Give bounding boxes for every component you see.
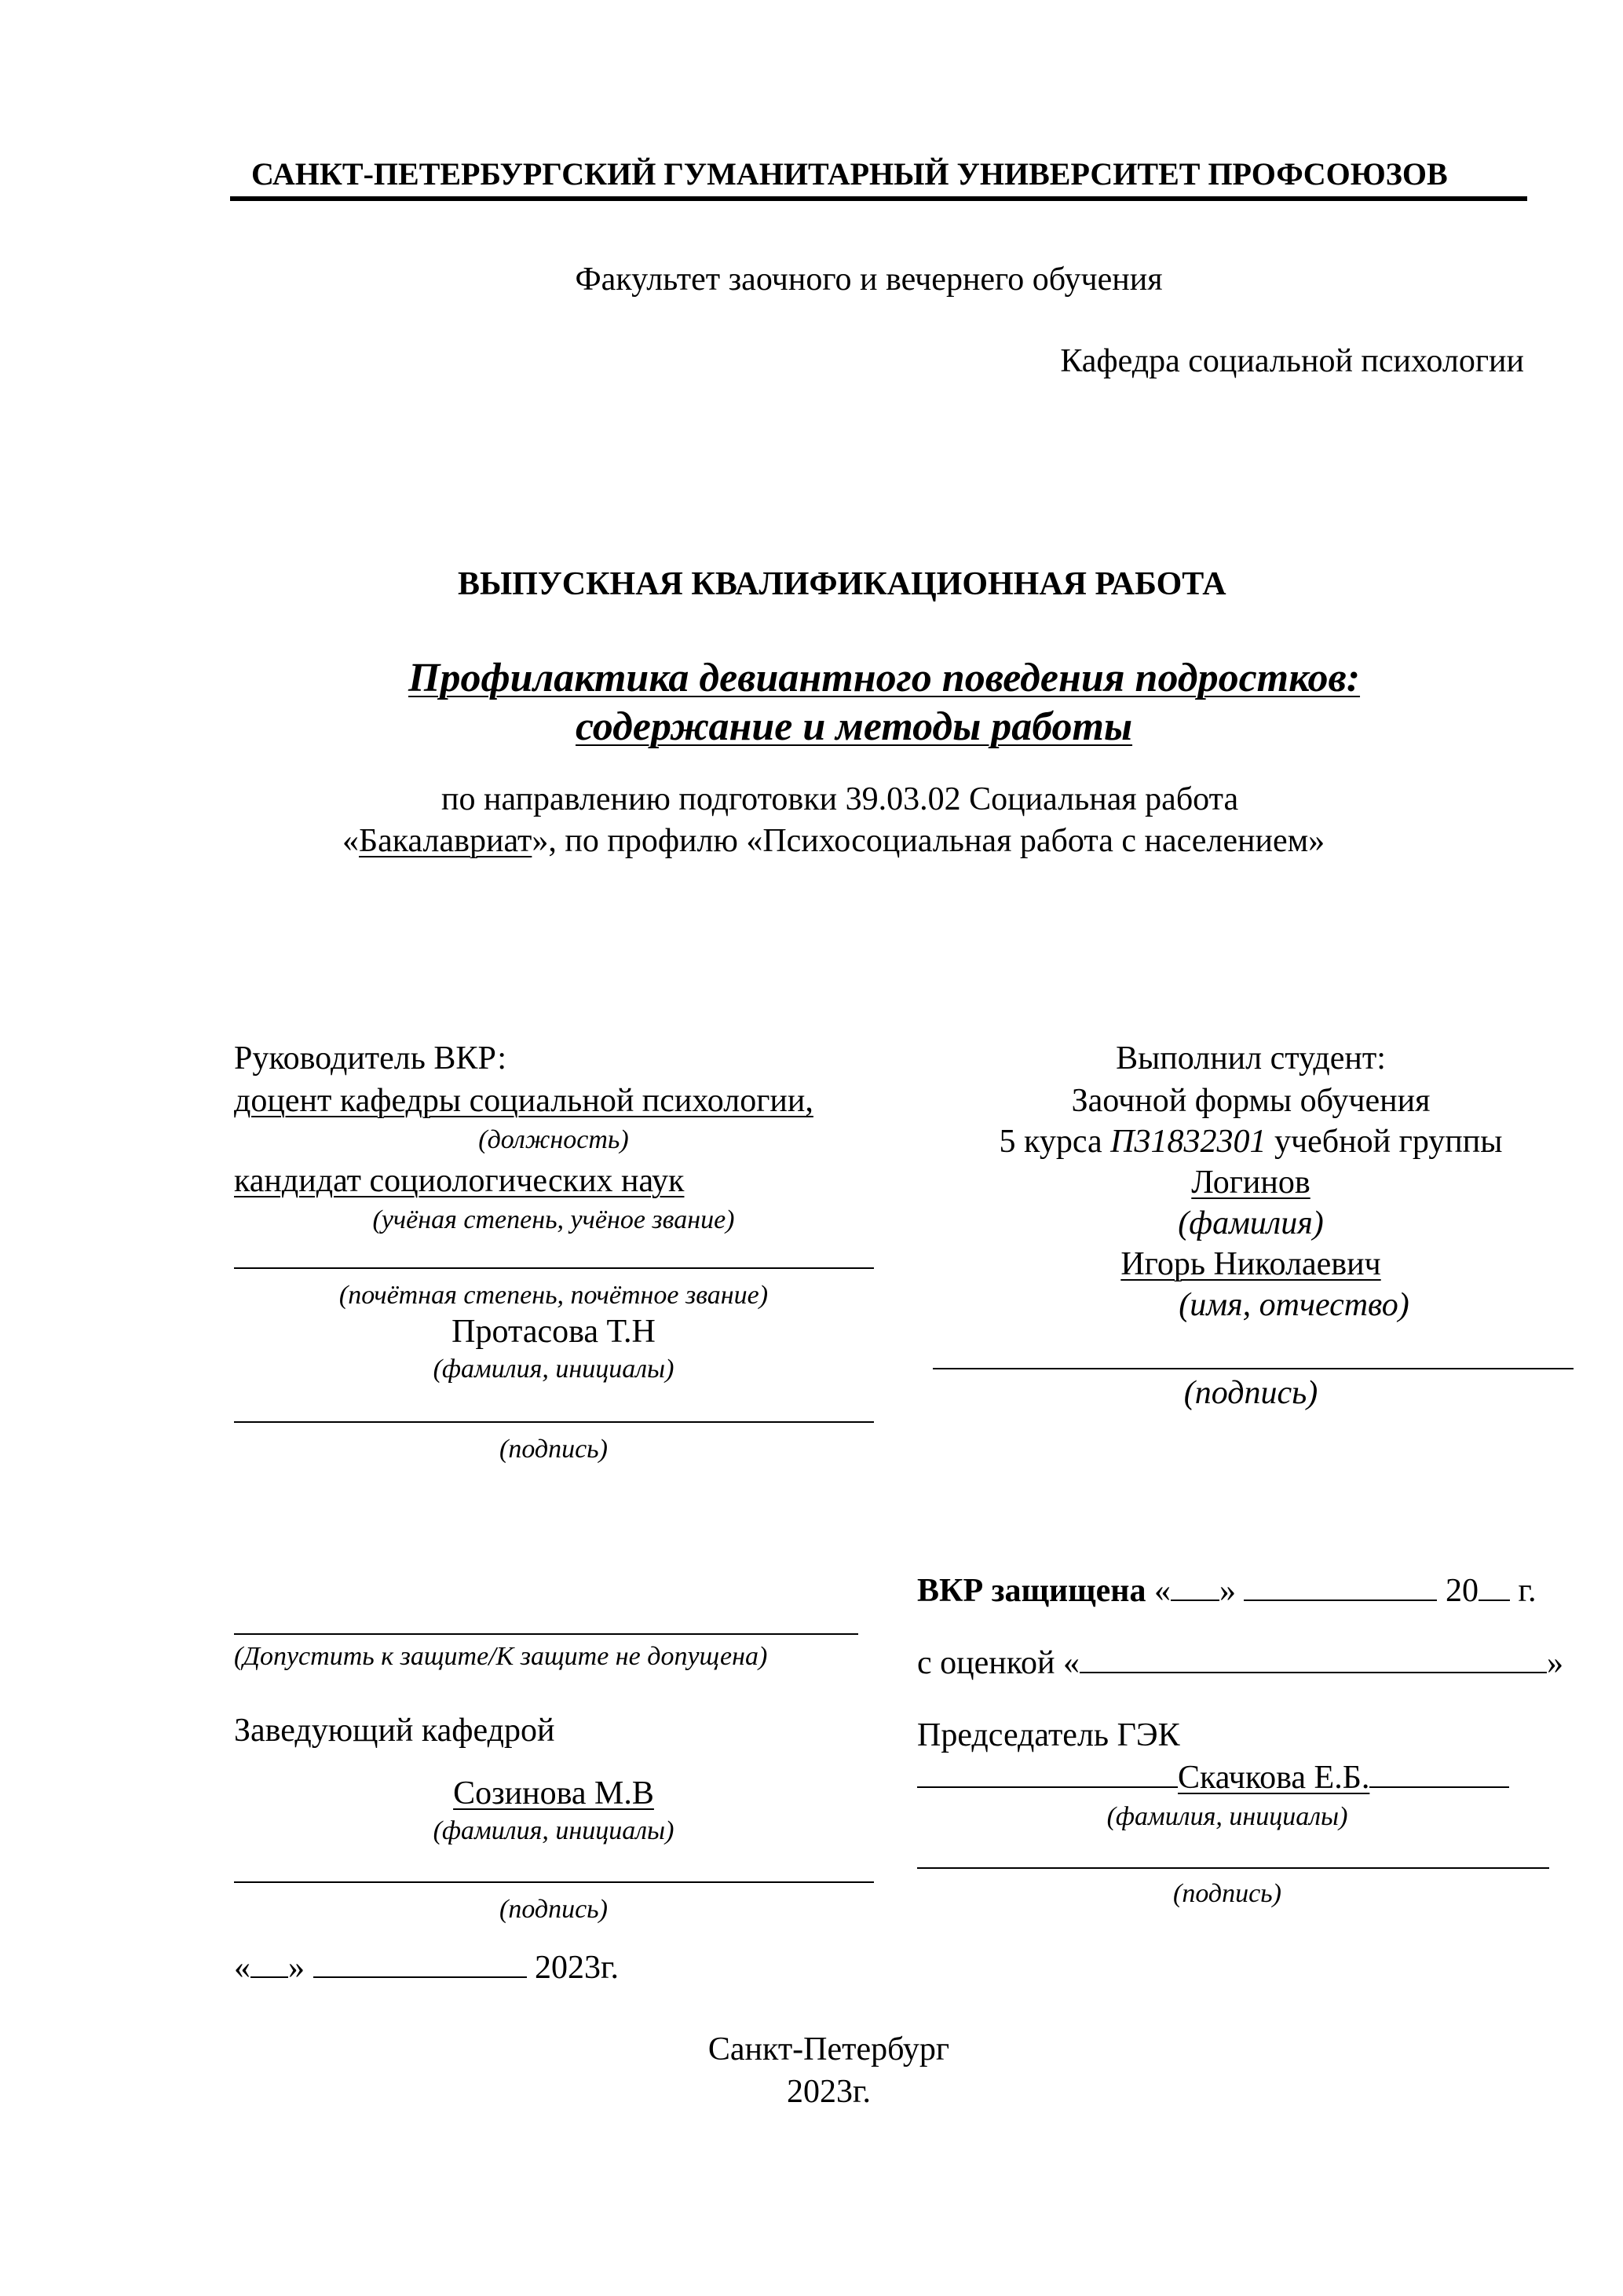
student-heading: Выполнил студент: — [1116, 1040, 1386, 1077]
defense-date-open: « — [1146, 1573, 1171, 1609]
defense-date-close: » — [1219, 1573, 1236, 1609]
student-surname-row — [927, 1162, 1575, 1203]
given-names-caption: (имя, отчество) — [1179, 1287, 1409, 1323]
direction-line2 — [342, 821, 1325, 861]
head-of-department-name: Созинова М.В — [453, 1775, 654, 1812]
university-name: САНКТ-ПЕТЕРБУРГСКИЙ ГУМАНИТАРНЫЙ УНИВЕРСИТЕТ ПРОФСОЮЗОВ — [251, 156, 1448, 192]
defense-day-field[interactable] — [1171, 1573, 1219, 1601]
thesis-topic-line2: содержание и методы работы — [576, 704, 1133, 749]
direction-profile: », по профилю «Психосоциальная работа с населением» — [532, 823, 1325, 859]
head-of-department-label: Заведующий кафедрой — [234, 1713, 555, 1749]
admission-date-close: » — [288, 1950, 305, 1986]
student-signature-caption: (подпись) — [1183, 1375, 1318, 1411]
admission-decision-field[interactable] — [234, 1633, 858, 1635]
commission-chair-name: Скачкова Е.Б. — [1178, 1760, 1370, 1796]
student-signature-field[interactable] — [933, 1368, 1574, 1369]
supervisor-name: Протасова Т.Н — [451, 1314, 656, 1350]
grade-row — [917, 1643, 1563, 1684]
student-names-row — [927, 1244, 1575, 1285]
degree-level: Бакалавриат — [359, 823, 532, 859]
student-given-names: Игорь Николаевич — [1120, 1246, 1381, 1282]
city: Санкт-Петербург — [707, 2031, 950, 2067]
chair-name-caption: (фамилия, инициалы) — [1106, 1802, 1348, 1831]
grade-field[interactable] — [1080, 1645, 1547, 1673]
head-signature-caption: (подпись) — [499, 1895, 608, 1924]
course-suffix: учебной группы — [1266, 1124, 1503, 1160]
grade-close: » — [1547, 1645, 1563, 1681]
commission-chair-label: Председатель ГЭК — [917, 1717, 1180, 1753]
admission-day-field[interactable] — [250, 1950, 288, 1978]
student-surname: Логинов — [1191, 1164, 1310, 1201]
thesis-topic-line1: Профилактика девиантного поведения подростков: — [408, 656, 1361, 700]
surname-caption: (фамилия) — [1178, 1205, 1324, 1241]
head-signature-field[interactable] — [234, 1881, 874, 1883]
defense-label: ВКР защищена — [917, 1573, 1146, 1609]
chair-name-lead-line — [917, 1760, 1178, 1788]
admission-date-open: « — [234, 1950, 250, 1986]
chair-name-trail-line — [1369, 1760, 1509, 1788]
supervisor-signature-field[interactable] — [234, 1421, 874, 1423]
department-name: Кафедра социальной психологии — [1060, 343, 1524, 379]
defense-month-field[interactable] — [1244, 1573, 1437, 1601]
course-prefix: 5 курса — [999, 1124, 1111, 1160]
year: 2023г. — [787, 2074, 871, 2110]
supervisor-position: доцент кафедры социальной психологии, — [234, 1083, 813, 1119]
study-form: Заочной формы обучения — [1071, 1083, 1431, 1119]
admission-date — [234, 1947, 619, 1988]
chair-name-row — [917, 1757, 1509, 1798]
grade-label: с оценкой « — [917, 1645, 1080, 1681]
supervisor-signature-caption: (подпись) — [499, 1435, 608, 1464]
faculty-name — [0, 259, 1623, 300]
defense-date-row — [917, 1570, 1536, 1611]
admission-caption: (Допустить к защите/К защите не допущена) — [234, 1642, 768, 1671]
defense-year-prefix: 20 — [1445, 1573, 1479, 1609]
degree-caption: (учёная степень, учёное звание) — [372, 1205, 735, 1234]
defense-year-field[interactable] — [1479, 1573, 1510, 1601]
supervisor-name-caption: (фамилия, инициалы) — [433, 1355, 674, 1384]
honorary-title-field[interactable] — [234, 1267, 874, 1269]
chair-signature-caption: (подпись) — [1173, 1879, 1281, 1908]
header-rule — [230, 196, 1527, 201]
direction-open-quote: « — [342, 823, 359, 859]
head-name-row — [234, 1773, 873, 1814]
supervisor-degree: кандидат социологических наук — [234, 1163, 685, 1199]
chair-signature-field[interactable] — [917, 1867, 1549, 1869]
course-group — [927, 1121, 1575, 1162]
defense-year-suffix: г. — [1509, 1573, 1537, 1609]
honorary-caption: (почётная степень, почётное звание) — [338, 1281, 769, 1310]
head-name-caption: (фамилия, инициалы) — [433, 1816, 674, 1845]
admission-year: 2023г. — [535, 1950, 619, 1986]
document-type: ВЫПУСКНАЯ КВАЛИФИКАЦИОННАЯ РАБОТА — [458, 566, 1226, 602]
supervisor-heading: Руководитель ВКР: — [234, 1040, 507, 1077]
group-number: П31832301 — [1110, 1124, 1267, 1160]
admission-month-field[interactable] — [313, 1950, 527, 1978]
faculty-text: Факультет заочного и вечернего обучения — [575, 261, 1163, 298]
position-caption: (должность) — [478, 1125, 629, 1154]
direction-line1: по направлению подготовки 39.03.02 Социальная работа — [441, 781, 1239, 817]
